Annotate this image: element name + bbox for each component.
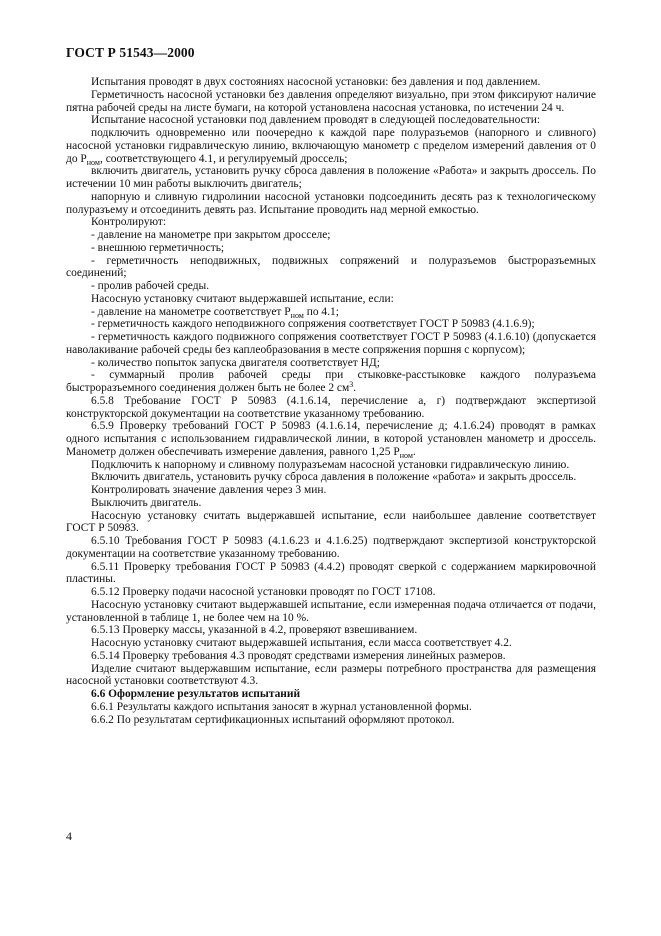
paragraph — [66, 127, 596, 165]
paragraph: Насосную установку считают выдержавшей испытание, если: — [91, 292, 394, 305]
paragraph: Насосную установку считают выдержавшей испытания, если масса соответствует 4.2. — [91, 637, 512, 649]
list-item: - герметичность каждого подвижного сопряжения соответствует ГОСТ Р 50983 (4.1.6.10) (допускается наволакивание рабочей среды без каплеобразования в месте сопряжения поршня с корпусом); — [66, 331, 596, 356]
list-item — [66, 306, 596, 319]
paragraph-text: подключить одновременно или поочередно к каждой паре полуразъемов (напорного и сливного) насосной установки гидравлическую линию, включающую манометр с пределом измерений давления от 0 до P — [66, 127, 596, 165]
list-item: - внешнюю герметичность; — [91, 241, 225, 254]
subscript-nom: ном — [399, 450, 413, 460]
subscript-nom: ном — [86, 157, 100, 167]
list-item: - количество попыток запуска двигателя соответствует НД; — [91, 356, 380, 369]
document-body — [66, 76, 596, 726]
paragraph-text: - суммарный пролив рабочей среды при стыковке-расстыковке каждого полуразъема быстроразъемного соединения должен быть не более 2 см — [66, 369, 596, 394]
paragraph: Испытания проводят в двух состояниях насосной установки: без давления и под давлением. — [91, 76, 541, 88]
paragraph: Подключить к напорному и сливному полуразъемам насосной установки гидравлическую линию. — [91, 458, 570, 471]
paragraph: включить двигатель, установить ручку сброса давления в положение «Работа» и закрыть дроссель. По истечении 10 мин работы выключить двигатель; — [66, 165, 596, 190]
paragraph-tail: , соответствующего 4.1, и регулируемый дроссель; — [99, 152, 348, 165]
paragraph: 6.5.10 Требования ГОСТ Р 50983 (4.1.6.23 и 4.1.6.25) подтверждают экспертизой конструкторской документации на соответствие указанному требованию. — [66, 535, 596, 560]
list-item: - герметичность каждого неподвижного сопряжения соответствует ГОСТ Р 50983 (4.1.6.9); — [91, 318, 535, 331]
paragraph: Испытание насосной установки под давлением проводят в следующей последовательности: — [91, 114, 541, 127]
paragraph: 6.6.1 Результаты каждого испытания заносят в журнал установленной формы. — [91, 700, 472, 713]
paragraph: Включить двигатель, установить ручку сброса давления в положение «работа» и закрыть дроссель. — [91, 471, 577, 484]
paragraph: Выключить двигатель. — [91, 496, 202, 509]
paragraph-tail: по 4.1; — [303, 305, 339, 318]
subscript-nom: ном — [290, 310, 304, 320]
paragraph: Герметичность насосной установки без давления определяют визуально, при этом фиксируют наличие пятна рабочей среды на листе бумаги, на которой установлена насосная установка, по истечении 24 ч. — [66, 88, 596, 114]
list-item — [66, 369, 596, 395]
superscript-3: 3 — [349, 380, 354, 389]
paragraph — [66, 420, 596, 458]
paragraph: Контролируют: — [91, 216, 167, 229]
list-item: - пролив рабочей среды. — [91, 280, 210, 292]
paragraph: 6.5.8 Требование ГОСТ Р 50983 (4.1.6.14, перечисление а, г) подтверждают экспертизой конструкторской документации на соответствие указанному требованию. — [66, 394, 596, 420]
page-header-title: ГОСТ Р 51543—2000 — [66, 45, 195, 60]
paragraph-tail: . — [353, 382, 357, 394]
paragraph: 6.6.2 По результатам сертификационных испытаний оформляют протокол. — [91, 713, 455, 726]
section-heading: 6.6 Оформление результатов испытаний — [91, 688, 301, 700]
paragraph: Контролировать значение давления через 3 мин. — [91, 484, 327, 496]
list-item: - герметичность неподвижных, подвижных сопряжений и полуразъемов быстроразъемных соединений; — [66, 254, 596, 280]
paragraph: напорную и сливную гидролинии насосной установки подсоединить десять раз к технологическому полуразъему и отсоединить девять раз. Испытание проводить над мерной емкостью. — [66, 190, 596, 216]
paragraph: Насосную установку считать выдержавшей испытание, если наибольшее давление соответствует ГОСТ Р 50983. — [66, 509, 596, 535]
paragraph: 6.5.12 Проверку подачи насосной установки проводят по ГОСТ 17108. — [91, 586, 436, 598]
page-number: 4 — [66, 829, 72, 843]
paragraph: 6.5.13 Проверку массы, указанной в 4.2, проверяют взвешиванием. — [91, 624, 418, 637]
paragraph: Изделие считают выдержавшим испытание, если размеры потребного пространства для размещения насосной установки соответствуют 4.3. — [66, 662, 596, 688]
list-item: - давление на манометре при закрытом дросселе; — [91, 229, 331, 241]
paragraph: 6.5.14 Проверку требования 4.3 проводят средствами измерения линейных размеров. — [91, 649, 506, 662]
paragraph-tail: . — [412, 445, 416, 458]
paragraph-text: - давление на манометре соответствует P — [91, 305, 291, 318]
paragraph-text: 6.5.9 Проверку требований ГОСТ Р 50983 (4.1.6.14, перечисление д; 4.1.6.24) проводят в рамках одного испытания с использованием гидравлической линии, в которой установлен манометр и дроссель. Манометр должен обеспечивать измерение давления, равного 1,25 P — [66, 420, 596, 458]
paragraph: Насосную установку считают выдержавшей испытание, если измеренная подача отличается от подачи, установленной в таблице 1, не более чем на 10 %. — [66, 598, 596, 624]
paragraph: 6.5.11 Проверку требования ГОСТ Р 50983 (4.4.2) проводят сверкой с содержанием маркировочной пластины. — [66, 560, 596, 586]
